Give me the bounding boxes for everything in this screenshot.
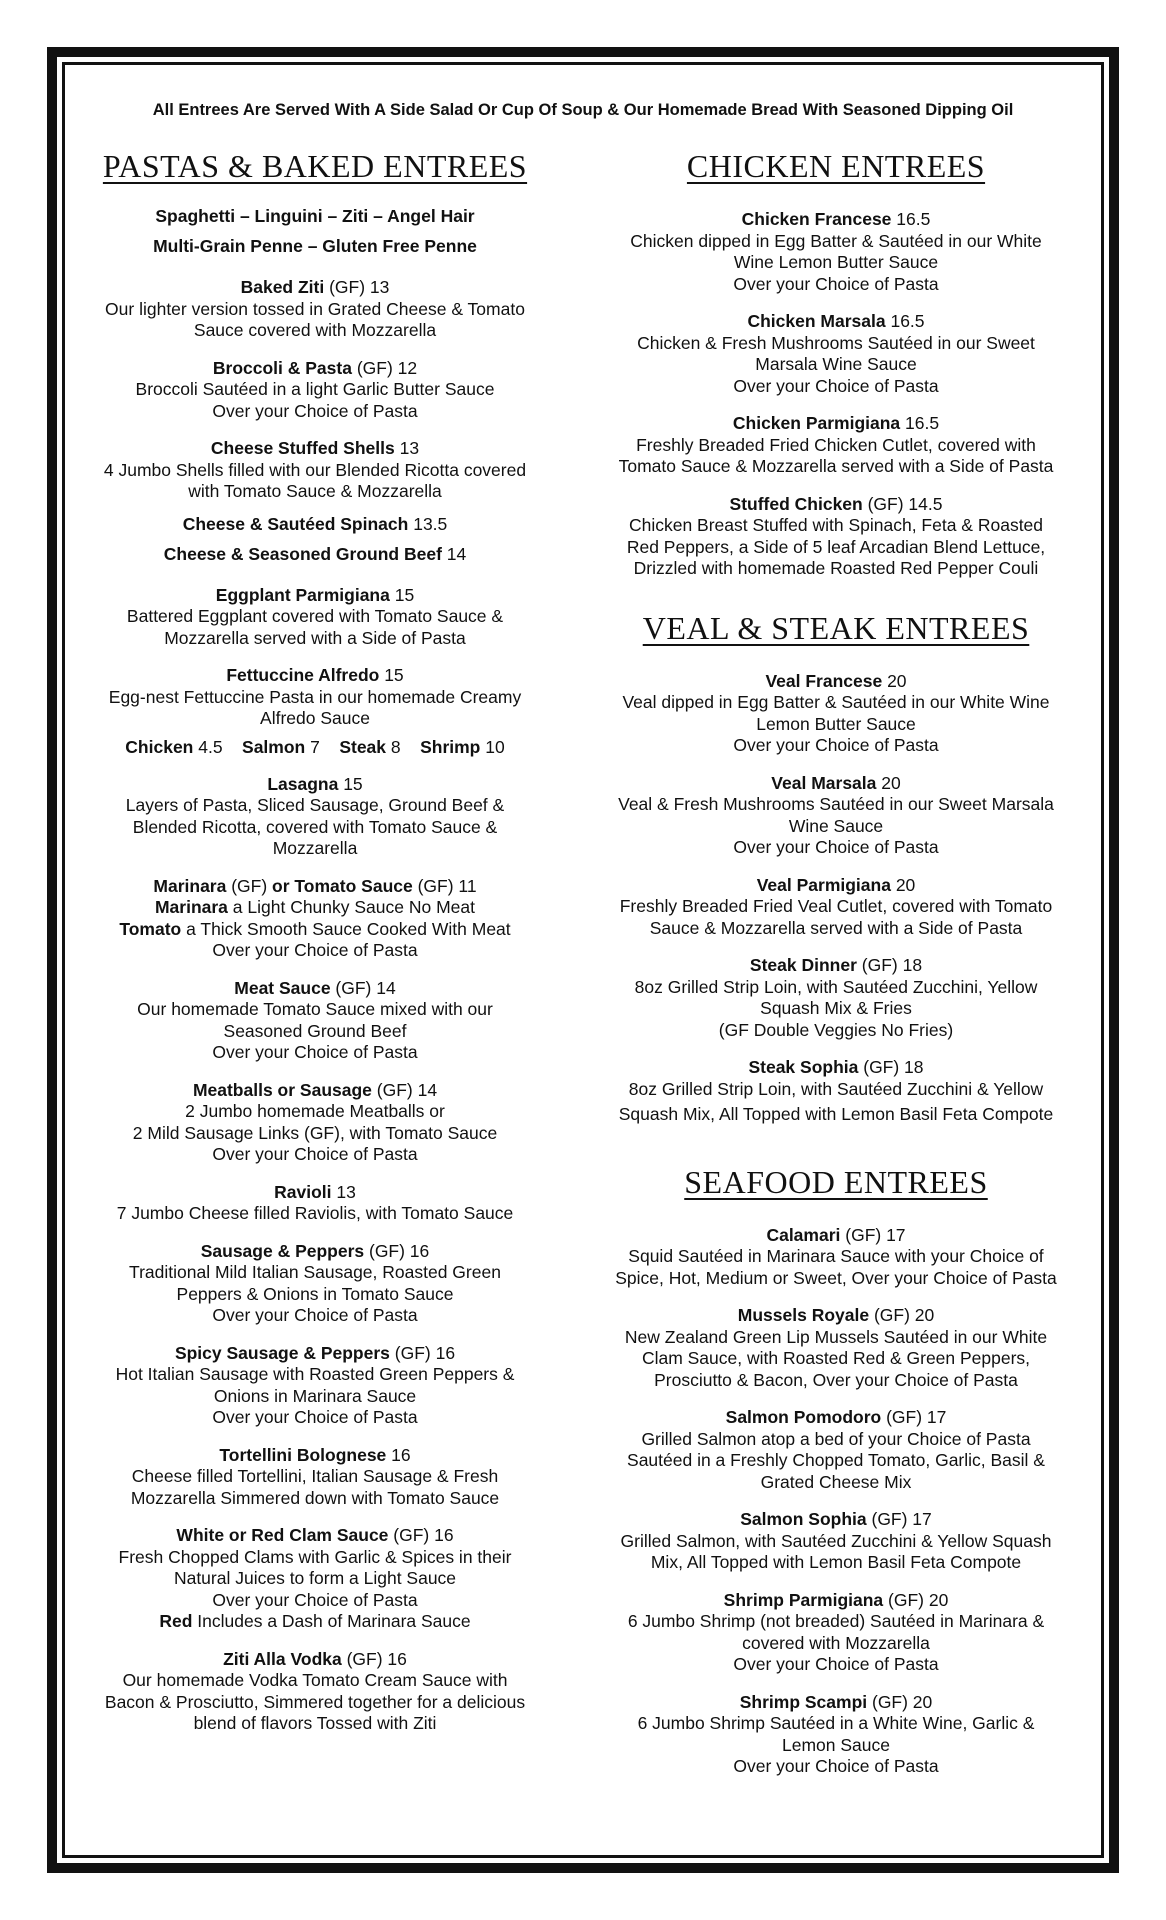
menu-item-chicken-parmigiana xyxy=(596,413,1076,478)
menu-item-meatballs xyxy=(75,1080,555,1166)
item-price: 20 xyxy=(890,874,916,895)
item-price: (GF) 14.5 xyxy=(862,493,943,514)
item-desc: Over your Choice of Pasta xyxy=(212,1144,418,1164)
item-desc: Peppers & Onions in Tomato Sauce xyxy=(176,1283,454,1304)
item-desc: Battered Eggplant covered with Tomato Sauce & xyxy=(126,606,504,626)
item-desc: Over your Choice of Pasta xyxy=(733,375,939,396)
menu-item-shells-spinach xyxy=(75,509,555,539)
item-desc: Grilled Salmon, with Sautéed Zucchini & Yellow Squash xyxy=(620,1530,1052,1551)
item-desc: Mix, All Topped with Lemon Basil Feta Compote xyxy=(650,1552,1022,1572)
menu-item-chicken-marsala xyxy=(596,311,1076,397)
item-price: (GF) 17 xyxy=(840,1224,906,1245)
item-desc: Over your Choice of Pasta xyxy=(212,1589,418,1610)
item-desc: New Zealand Green Lip Mussels Sautéed in our White xyxy=(624,1326,1048,1347)
item-price: (GF) 20 xyxy=(883,1589,949,1610)
item-price: 15 xyxy=(389,584,415,605)
menu-item-chicken-francese xyxy=(596,209,1076,295)
item-name: Steak Sophia xyxy=(748,1057,859,1077)
item-desc: Grilled Salmon atop a bed of your Choice of Pasta xyxy=(641,1428,1031,1449)
item-desc: Over your Choice of Pasta xyxy=(212,1407,418,1427)
item-name: Stuffed Chicken xyxy=(729,493,863,514)
item-price: 13 xyxy=(394,438,420,458)
item-price: (GF) 16 xyxy=(341,1648,407,1669)
menu-item-veal-parmigiana xyxy=(596,875,1076,940)
item-desc: 2 Jumbo homemade Meatballs or xyxy=(185,1101,445,1121)
item-desc: Freshly Breaded Fried Veal Cutlet, covered with Tomato xyxy=(619,896,1053,916)
item-price: (GF) 16 xyxy=(388,1525,454,1545)
fettuccine-addons: Chicken 4.5 Salmon 7 Steak 8 Shrimp 10 xyxy=(125,736,505,757)
item-desc: Onions in Marinara Sauce xyxy=(213,1385,417,1406)
item-name: Chicken Parmigiana xyxy=(732,413,901,433)
item-desc: Our homemade Tomato Sauce mixed with our xyxy=(137,999,493,1019)
item-desc: Hot Italian Sausage with Roasted Green Peppers & xyxy=(115,1364,515,1384)
menu-item-shrimp-scampi xyxy=(596,1692,1076,1778)
menu-item-clam-sauce: White or Red Clam Sauce (GF) 16 Fresh Chopped Clams with Garlic & Spices in their Natural Juices to form a Light Sauce Over your Choice of Pasta Red Includes a Dash of Marinara Sauce xyxy=(75,1525,555,1633)
item-desc: Over your Choice of Pasta xyxy=(733,1654,939,1674)
item-price: (GF) 18 xyxy=(858,1057,924,1077)
item-desc: Egg-nest Fettuccine Pasta in our homemade Creamy xyxy=(108,686,522,707)
item-desc: 8oz Grilled Strip Loin, with Sautéed Zucchini & Yellow xyxy=(628,1078,1044,1099)
item-name: Mussels Royale xyxy=(737,1305,870,1325)
item-desc: Our homemade Vodka Tomato Cream Sauce with xyxy=(122,1670,508,1690)
item-price: 13.5 xyxy=(408,513,448,534)
item-desc: Layers of Pasta, Sliced Sausage, Ground Beef & xyxy=(125,795,505,815)
item-desc: Sauce covered with Mozzarella xyxy=(193,320,437,340)
item-price: 14 xyxy=(441,543,467,564)
menu-item-broccoli-pasta xyxy=(75,358,555,423)
item-desc: 7 Jumbo Cheese filled Raviolis, with Tomato Sauce xyxy=(116,1203,514,1223)
item-price: 20 xyxy=(876,772,901,793)
item-name: Steak Dinner xyxy=(749,955,857,975)
item-name: Fettuccine Alfredo xyxy=(226,665,380,685)
item-desc: covered with Mozzarella xyxy=(742,1632,930,1653)
item-desc: Prosciutto & Bacon, Over your Choice of Pasta xyxy=(654,1369,1018,1390)
item-name: Ziti Alla Vodka xyxy=(223,1648,342,1669)
item-name: Lasagna xyxy=(267,773,339,794)
item-price: 16 xyxy=(386,1444,411,1465)
item-price: (GF) 12 xyxy=(351,357,418,378)
item-name: Meat Sauce xyxy=(234,977,331,998)
item-desc: Freshly Breaded Fried Chicken Cutlet, covered with xyxy=(636,434,1036,455)
item-desc: Veal dipped in Egg Batter & Sautéed in our White Wine xyxy=(622,692,1050,712)
item-price: 13 xyxy=(331,1181,356,1202)
item-price: (GF) 13 xyxy=(324,277,390,297)
item-desc: Chicken & Fresh Mushrooms Sautéed in our Sweet xyxy=(637,332,1035,353)
item-name: Broccoli & Pasta xyxy=(212,357,352,378)
item-desc: 8oz Grilled Strip Loin, with Sautéed Zucchini, Yellow xyxy=(634,976,1038,997)
menu-item-steak-sophia xyxy=(596,1057,1076,1126)
right-column xyxy=(596,148,1076,1778)
item-desc: 4 Jumbo Shells filled with our Blended Ricotta covered xyxy=(103,459,527,480)
menu-item-shrimp-parmigiana xyxy=(596,1590,1076,1676)
item-desc: Red Peppers, a Side of 5 leaf Arcadian Blend Lettuce, xyxy=(626,536,1046,557)
item-price: 15 xyxy=(379,665,404,685)
item-price: 16.5 xyxy=(900,413,940,433)
item-desc: Chicken dipped in Egg Batter & Sautéed in our White xyxy=(630,230,1042,251)
item-desc: Wine Lemon Butter Sauce xyxy=(733,252,939,272)
menu-item-stuffed-chicken xyxy=(596,494,1076,580)
menu-item-spicy-sausage xyxy=(75,1343,555,1429)
item-name: Veal Marsala xyxy=(771,772,877,793)
item-desc: Natural Juices to form a Light Sauce xyxy=(173,1568,457,1588)
item-name: Chicken Marsala xyxy=(747,311,886,331)
item-name: Cheese Stuffed Shells xyxy=(210,438,395,458)
item-desc: Over your Choice of Pasta xyxy=(212,1305,418,1325)
item-desc: Grated Cheese Mix xyxy=(760,1471,912,1492)
item-name: Shrimp Scampi xyxy=(739,1691,868,1712)
item-desc: Lemon Butter Sauce xyxy=(756,713,916,734)
item-desc: Sautéed in a Freshly Chopped Tomato, Garlic, Basil & xyxy=(627,1450,1045,1470)
item-price: (GF) 14 xyxy=(330,977,396,998)
item-desc: Tomato Sauce & Mozzarella served with a Side of Pasta xyxy=(618,456,1054,476)
item-desc: Over your Choice of Pasta xyxy=(733,735,939,755)
item-desc: Over your Choice of Pasta xyxy=(212,1042,418,1062)
item-desc: Traditional Mild Italian Sausage, Roasted Green xyxy=(129,1262,501,1282)
item-price: (GF) 20 xyxy=(869,1305,935,1325)
item-desc: Bacon & Prosciutto, Simmered together for a delicious xyxy=(104,1691,526,1712)
entree-tagline: All Entrees Are Served With A Side Salad Or Cup Of Soup & Our Homemade Bread With Seasoned Dipping Oil xyxy=(152,101,1014,119)
item-name: Veal Francese xyxy=(765,670,883,691)
item-desc: Wine Sauce xyxy=(788,815,884,836)
item-desc: Mozzarella served with a Side of Pasta xyxy=(164,627,466,648)
item-name: Meatballs or Sausage xyxy=(192,1079,372,1100)
item-desc: blend of flavors Tossed with Ziti xyxy=(193,1713,437,1733)
item-desc: Over your Choice of Pasta xyxy=(733,273,939,294)
menu-item-fettuccine xyxy=(75,665,555,758)
item-price: 20 xyxy=(882,670,907,691)
pastas-heading: PASTAS & BAKED ENTREES xyxy=(102,148,528,184)
item-name: Ravioli xyxy=(274,1181,332,1202)
item-desc: Alfredo Sauce xyxy=(260,708,370,728)
item-desc: Cheese filled Tortellini, Italian Sausage & Fresh xyxy=(131,1466,499,1486)
menu-item-salmon-sophia xyxy=(596,1509,1076,1574)
item-name: Eggplant Parmigiana xyxy=(215,584,390,605)
item-desc: Squid Sautéed in Marinara Sauce with your Choice of xyxy=(628,1246,1044,1266)
menu-item-eggplant xyxy=(75,585,555,650)
item-price: (GF) 17 xyxy=(881,1407,947,1427)
item-name: Salmon Sophia xyxy=(740,1509,867,1529)
item-desc: Mozzarella Simmered down with Tomato Sauce xyxy=(130,1487,500,1508)
item-name: Calamari xyxy=(766,1224,841,1245)
item-desc: with Tomato Sauce & Mozzarella xyxy=(188,481,442,501)
menu-item-veal-marsala xyxy=(596,773,1076,859)
item-desc: Our lighter version tossed in Grated Cheese & Tomato xyxy=(105,298,525,319)
seafood-heading: SEAFOOD ENTREES xyxy=(684,1163,988,1200)
menu-item-veal-francese xyxy=(596,671,1076,757)
item-desc: Marsala Wine Sauce xyxy=(755,354,917,374)
item-name: Shrimp Parmigiana xyxy=(723,1589,884,1610)
item-name: White or Red Clam Sauce xyxy=(176,1525,389,1545)
pastas-column xyxy=(75,148,555,1735)
item-desc: Lemon Sauce xyxy=(782,1734,890,1755)
item-desc: Clam Sauce, with Roasted Red & Green Peppers, xyxy=(641,1348,1031,1368)
item-desc: Squash Mix & Fries xyxy=(760,998,912,1018)
item-desc: Over your Choice of Pasta xyxy=(733,1756,939,1776)
item-desc: Broccoli Sautéed in a light Garlic Butter Sauce xyxy=(135,379,495,399)
item-desc: Seasoned Ground Beef xyxy=(223,1020,407,1041)
menu-item-tortellini xyxy=(75,1445,555,1510)
item-desc: 2 Mild Sausage Links (GF), with Tomato Sauce xyxy=(132,1122,498,1143)
item-name: Cheese & Sautéed Spinach xyxy=(182,513,409,534)
pasta-types-line-2: Multi-Grain Penne – Gluten Free Penne xyxy=(153,236,477,256)
menu-item-salmon-pomodoro xyxy=(596,1407,1076,1493)
menu-item-calamari xyxy=(596,1225,1076,1290)
item-name: Spicy Sausage & Peppers xyxy=(174,1342,390,1363)
item-name: Chicken Francese xyxy=(741,209,892,229)
item-price: (GF) 16 xyxy=(389,1342,456,1363)
item-desc: Over your Choice of Pasta xyxy=(212,400,418,421)
item-desc: Blended Ricotta, covered with Tomato Sauce & xyxy=(132,816,498,837)
item-desc: Spice, Hot, Medium or Sweet, Over your Choice of Pasta xyxy=(615,1267,1057,1288)
item-name: Salmon Pomodoro xyxy=(725,1407,882,1427)
menu-item-baked-ziti xyxy=(75,277,555,342)
item-desc: Chicken Breast Stuffed with Spinach, Feta & Roasted xyxy=(628,515,1044,535)
item-price: (GF) 16 xyxy=(364,1240,430,1261)
item-name: Veal Parmigiana xyxy=(756,874,891,895)
menu-item-meat-sauce xyxy=(75,978,555,1064)
item-desc: Sauce & Mozzarella served with a Side of Pasta xyxy=(649,917,1023,938)
item-desc: (GF Double Veggies No Fries) xyxy=(718,1019,954,1040)
item-price: (GF) 18 xyxy=(856,955,923,975)
item-desc: Over your Choice of Pasta xyxy=(733,837,939,857)
item-price: (GF) 20 xyxy=(867,1691,933,1712)
item-price: 16.5 xyxy=(891,209,931,229)
item-desc: 6 Jumbo Shrimp Sautéed in a White Wine, Garlic & xyxy=(637,1713,1035,1733)
menu-item-steak-dinner xyxy=(596,955,1076,1041)
item-name: Tortellini Bolognese xyxy=(219,1444,387,1465)
item-desc: Squash Mix, All Topped with Lemon Basil Feta Compote xyxy=(618,1104,1054,1124)
item-name: Cheese & Seasoned Ground Beef xyxy=(163,543,442,564)
item-desc: Fresh Chopped Clams with Garlic & Spices in their xyxy=(118,1546,512,1567)
menu-item-ravioli xyxy=(75,1182,555,1225)
menu-item-sausage-peppers xyxy=(75,1241,555,1327)
chicken-heading: CHICKEN ENTREES xyxy=(686,148,986,184)
item-price: (GF) 17 xyxy=(866,1509,932,1529)
item-price: (GF) 14 xyxy=(371,1079,438,1100)
menu-item-lasagna xyxy=(75,774,555,860)
menu-item-marinara: Marinara (GF) or Tomato Sauce (GF) 11 Marinara a Light Chunky Sauce No Meat Tomato a Thick Smooth Sauce Cooked With Meat Over your Choice of Pasta xyxy=(119,875,511,960)
item-name: Sausage & Peppers xyxy=(200,1240,365,1261)
pasta-types-line-1: Spaghetti – Linguini – Ziti – Angel Hair xyxy=(155,206,475,226)
menu-item-shells-beef xyxy=(75,539,555,569)
menu-item-ziti-vodka xyxy=(75,1649,555,1735)
item-desc: Drizzled with homemade Roasted Red Pepper Couli xyxy=(633,558,1039,578)
item-desc: Veal & Fresh Mushrooms Sautéed in our Sweet Marsala xyxy=(618,794,1054,814)
veal-heading: VEAL & STEAK ENTREES xyxy=(642,609,1030,646)
item-price: 16.5 xyxy=(885,311,925,331)
item-desc: Mozzarella xyxy=(272,838,358,858)
menu-item-mussels xyxy=(596,1305,1076,1391)
item-price: 15 xyxy=(338,773,363,794)
menu-item-stuffed-shells xyxy=(75,438,555,503)
item-desc: 6 Jumbo Shrimp (not breaded) Sautéed in Marinara & xyxy=(627,1611,1045,1631)
item-name: Baked Ziti xyxy=(240,277,325,297)
